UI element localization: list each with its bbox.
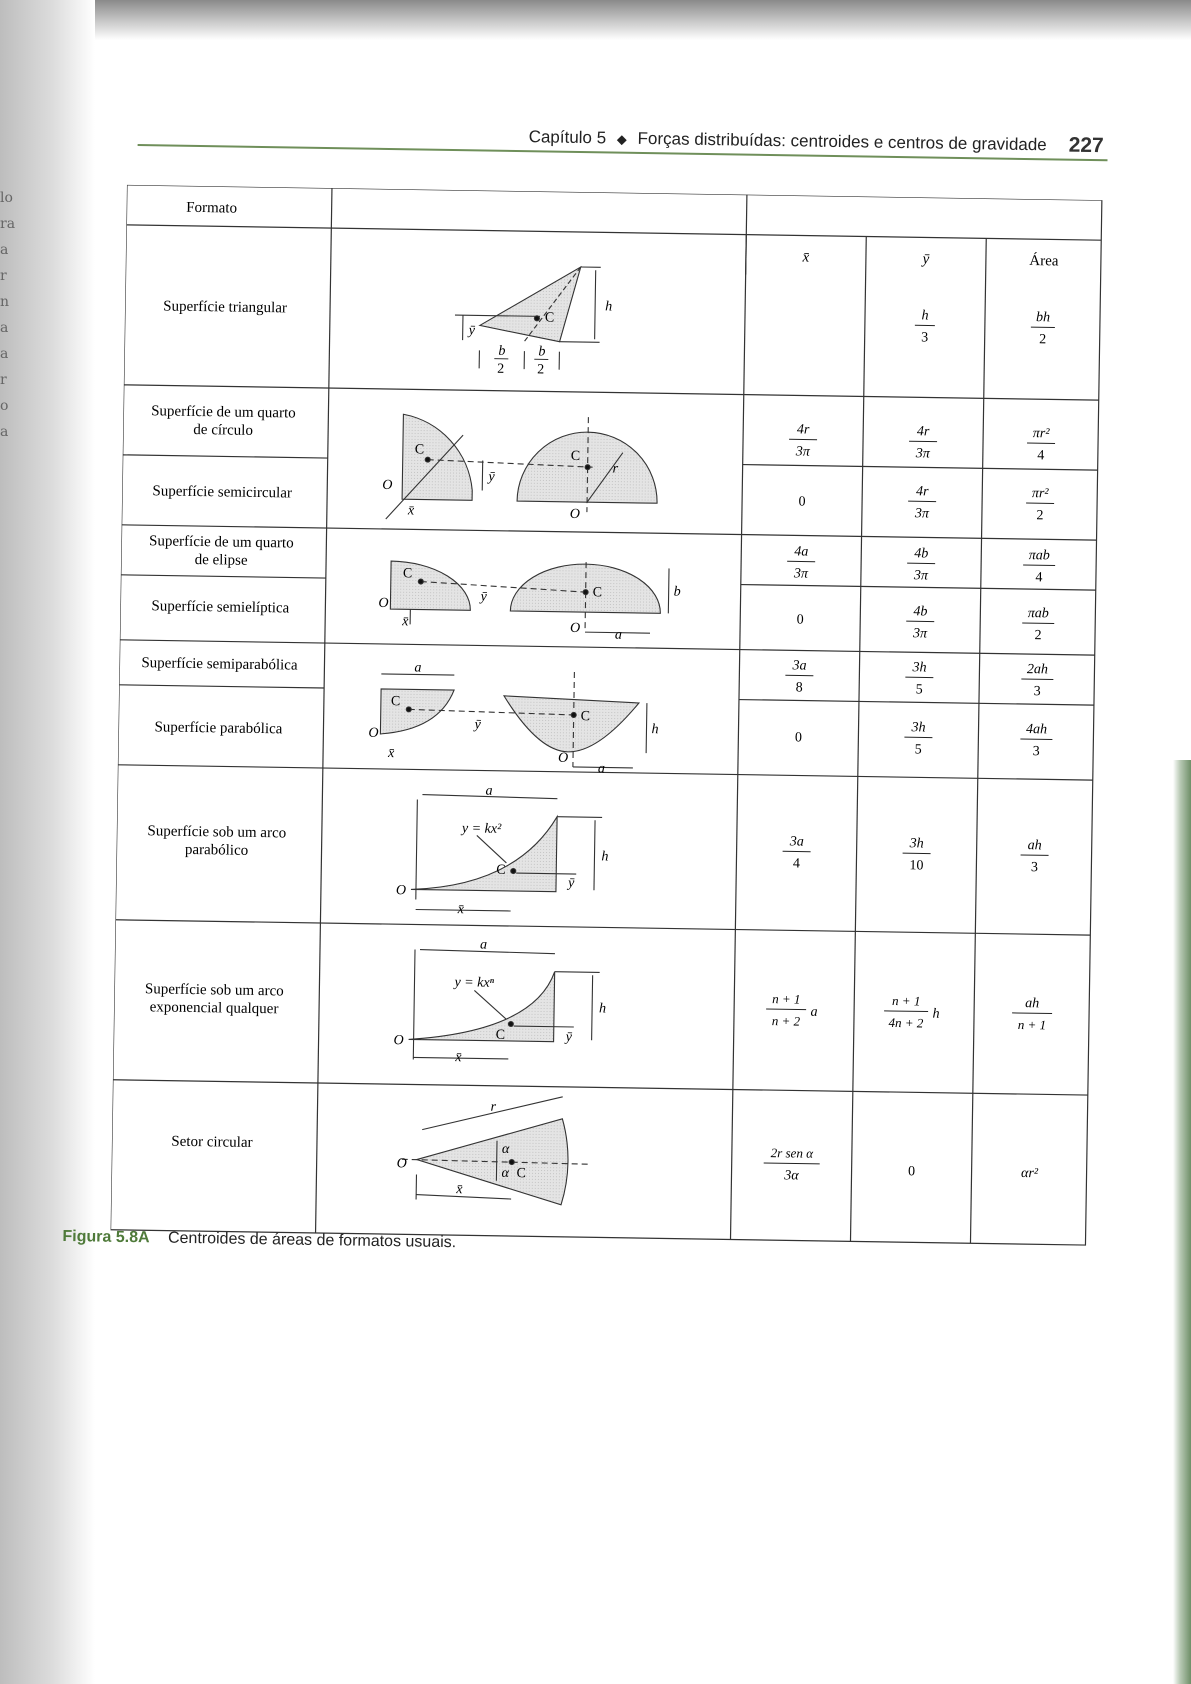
label-b-half-den: 2 bbox=[537, 362, 545, 378]
xbar-suffix: a bbox=[810, 1004, 818, 1020]
spandrel-figure bbox=[411, 794, 603, 912]
ybar-den: 10 bbox=[909, 858, 924, 874]
area-num: πab bbox=[1027, 606, 1049, 622]
row-label bbox=[151, 403, 296, 439]
margin-letter: ra bbox=[0, 216, 16, 232]
row-label: Superfície semicircular bbox=[152, 483, 293, 502]
xbar-den: 3α bbox=[784, 1168, 799, 1184]
area-num: ah bbox=[1027, 838, 1042, 854]
ybar-den: 3π bbox=[913, 568, 929, 584]
row-label: Superfície parabólica bbox=[154, 719, 283, 738]
equation-label: y = kxⁿ bbox=[454, 975, 495, 991]
xbar-value: 0 bbox=[798, 494, 806, 510]
label-alpha: α bbox=[501, 1165, 509, 1181]
label-c: C bbox=[516, 1166, 526, 1182]
ybar-num: 4r bbox=[915, 484, 929, 500]
margin-letter: a bbox=[0, 242, 9, 258]
row-label-line: Superfície sob um arco bbox=[144, 981, 284, 1000]
equation-label: y = kx² bbox=[461, 821, 502, 837]
figure-caption-text: Centroides de áreas de formatos usuais. bbox=[167, 1229, 457, 1252]
label-o: O bbox=[569, 620, 581, 637]
label-ybar: ȳ bbox=[488, 469, 495, 485]
scan-top-shadow bbox=[0, 0, 1191, 40]
header-bullet: ◆ bbox=[616, 131, 627, 147]
page-edge-stack bbox=[1173, 760, 1191, 1684]
ybar-num: 3h bbox=[912, 660, 927, 676]
area-num: 2ah bbox=[1026, 662, 1049, 678]
label-b-half: b bbox=[498, 343, 506, 359]
xbar-num: 3a bbox=[789, 834, 804, 850]
label-c: C bbox=[495, 1027, 506, 1043]
label-h: h bbox=[598, 1001, 607, 1017]
label-o: O bbox=[368, 725, 379, 741]
label-a: a bbox=[414, 660, 422, 676]
previous-page-margin bbox=[0, 185, 14, 445]
fraction-bar bbox=[764, 1163, 820, 1164]
area-den: 3 bbox=[1030, 860, 1038, 876]
area-den: 3 bbox=[1033, 684, 1041, 700]
ybar-suffix: h bbox=[932, 1006, 940, 1022]
label-a: a bbox=[597, 761, 605, 777]
row-label-line: Superfície de um quarto bbox=[148, 533, 294, 552]
fraction-bar bbox=[1021, 679, 1053, 680]
label-xbar: x̄ bbox=[457, 902, 464, 918]
area-den: 4 bbox=[1035, 570, 1043, 586]
ybar-num: 4b bbox=[914, 546, 929, 562]
fraction-bar bbox=[1023, 565, 1055, 566]
ybar-den: 4n + 2 bbox=[888, 1014, 924, 1031]
row-label: Superfície semielíptica bbox=[151, 598, 290, 617]
xbar-num: 3a bbox=[792, 658, 807, 674]
label-ybar: ȳ bbox=[480, 589, 487, 605]
label-o: O bbox=[393, 1033, 404, 1049]
general-spandrel-figure bbox=[408, 949, 600, 1062]
fraction-bar bbox=[766, 1009, 806, 1010]
ybar-value: 0 bbox=[907, 1164, 916, 1180]
xbar-den: 4 bbox=[792, 856, 801, 872]
xbar-num: n + 1 bbox=[772, 991, 801, 1007]
label-b-half-den: 2 bbox=[497, 361, 505, 377]
row-label-line: de círculo bbox=[193, 421, 254, 439]
ybar-den: 5 bbox=[915, 682, 923, 698]
sector-figure bbox=[401, 1094, 593, 1205]
row-label bbox=[147, 823, 286, 859]
ybar-num: 4b bbox=[913, 604, 928, 620]
label-xbar: x̄ bbox=[456, 1182, 463, 1198]
area-den: 2 bbox=[1034, 628, 1042, 644]
label-o: O bbox=[382, 477, 393, 494]
area-value: αr² bbox=[1020, 1166, 1039, 1182]
parabola-figures bbox=[380, 669, 647, 768]
centroid-table bbox=[110, 185, 1106, 1250]
row-labels bbox=[134, 298, 304, 1151]
row-label-line: de elipse bbox=[194, 551, 248, 569]
label-xbar: x̄ bbox=[387, 746, 395, 762]
col-header-shape: Formato bbox=[186, 199, 238, 217]
area-den: n + 1 bbox=[1017, 1016, 1047, 1033]
xbar-den: 3π bbox=[793, 566, 809, 582]
area-num: ah bbox=[1025, 996, 1040, 1012]
label-ybar: ȳ bbox=[567, 875, 575, 891]
label-a: a bbox=[614, 627, 623, 643]
label-c: C bbox=[580, 709, 591, 725]
label-c: C bbox=[592, 585, 603, 601]
row-label: Superfície triangular bbox=[163, 298, 288, 317]
ybar-den: 3π bbox=[915, 446, 930, 462]
label-o: O bbox=[395, 883, 407, 899]
ybar-den: 3π bbox=[912, 626, 928, 642]
area-den: 2 bbox=[1036, 508, 1044, 524]
area-num: πr² bbox=[1032, 426, 1050, 442]
label-b: b bbox=[673, 584, 681, 600]
xbar-den: n + 2 bbox=[771, 1013, 801, 1029]
area-den: 2 bbox=[1039, 332, 1047, 348]
spandrel-labels bbox=[396, 782, 610, 919]
row-label-line: Superfície sob um arco bbox=[147, 823, 287, 842]
col-header-xbar: x̄ bbox=[802, 249, 810, 266]
book-page bbox=[52, 120, 1122, 1386]
ybar-num: 3h bbox=[911, 720, 926, 736]
ybar-num: 3h bbox=[909, 836, 924, 852]
label-h: h bbox=[651, 722, 659, 738]
margin-letter: r bbox=[0, 372, 7, 388]
margin-letter: n bbox=[0, 294, 10, 310]
row-label-line: parabólico bbox=[184, 841, 249, 859]
ybar-den: 5 bbox=[914, 742, 922, 758]
row-label bbox=[149, 533, 294, 569]
label-c: C bbox=[570, 448, 581, 465]
page-number: 227 bbox=[1068, 133, 1104, 158]
label-ybar: ȳ bbox=[474, 717, 481, 733]
fraction-bar bbox=[884, 1011, 928, 1012]
xbar-num: 4r bbox=[796, 422, 810, 438]
row-label-line: exponencial qualquer bbox=[149, 999, 279, 1018]
ybar-num: n + 1 bbox=[892, 992, 921, 1009]
ybar-den: 3 bbox=[921, 330, 929, 346]
area-den: 4 bbox=[1037, 448, 1045, 464]
label-r: r bbox=[490, 1099, 497, 1115]
row-label: Setor circular bbox=[171, 1133, 253, 1151]
margin-letter: a bbox=[0, 320, 9, 336]
label-o: O bbox=[378, 595, 389, 612]
label-a: a bbox=[479, 937, 488, 953]
margin-fragment: lo bbox=[0, 190, 13, 206]
xbar-value: 0 bbox=[794, 730, 803, 746]
area-num: bh bbox=[1035, 310, 1051, 326]
ellipse-figures bbox=[390, 559, 669, 633]
label-c: C bbox=[496, 862, 506, 878]
xbar-num: 4a bbox=[794, 544, 809, 560]
ybar-num: 4r bbox=[916, 424, 930, 440]
label-o: O bbox=[557, 750, 569, 766]
label-c: C bbox=[414, 442, 425, 458]
ybar-den: 3π bbox=[914, 506, 930, 522]
label-xbar: x̄ bbox=[455, 1050, 462, 1066]
chapter-label: Capítulo 5 bbox=[528, 127, 607, 148]
figure-label: Figura 5.8A bbox=[62, 1227, 150, 1247]
label-xbar: x̄ bbox=[407, 503, 415, 519]
label-r: r bbox=[612, 461, 619, 477]
margin-letter: r bbox=[0, 268, 7, 284]
xbar-value: 0 bbox=[796, 612, 804, 628]
col-header-ybar: ȳ bbox=[922, 251, 930, 268]
area-num: πr² bbox=[1031, 486, 1049, 502]
xbar-den: 8 bbox=[795, 680, 803, 696]
chapter-title: Forças distribuídas: centroides e centros de gravidade bbox=[637, 128, 1047, 155]
ybar-num: h bbox=[921, 308, 929, 324]
xbar-den: 3π bbox=[795, 444, 810, 460]
area-num: 4ah bbox=[1025, 722, 1048, 738]
label-xbar: x̄ bbox=[402, 614, 409, 630]
label-a: a bbox=[485, 783, 493, 799]
label-c: C bbox=[402, 566, 413, 582]
col-header-area: Área bbox=[1029, 253, 1059, 270]
row-label bbox=[145, 981, 284, 1017]
area-num: πab bbox=[1028, 548, 1050, 564]
label-o: O bbox=[396, 1156, 407, 1172]
label-c: C bbox=[544, 310, 555, 326]
row-label: Superfície semiparabólica bbox=[141, 655, 298, 674]
label-b-half: b bbox=[538, 344, 546, 360]
label-h: h bbox=[601, 849, 609, 865]
label-ybar: ȳ bbox=[468, 323, 476, 339]
row-label-line: Superfície de um quarto bbox=[151, 403, 296, 422]
label-h: h bbox=[605, 299, 613, 315]
label-alpha: α bbox=[501, 1141, 510, 1157]
fraction-bar bbox=[1012, 1013, 1052, 1014]
margin-letter: a bbox=[0, 424, 9, 440]
label-o: O bbox=[569, 506, 581, 523]
label-ybar: ȳ bbox=[565, 1029, 572, 1045]
fraction-bar bbox=[1020, 739, 1052, 740]
margin-letter: a bbox=[0, 346, 9, 362]
general-spandrel-labels bbox=[393, 936, 607, 1067]
fraction-bar bbox=[1022, 623, 1054, 624]
xbar-num: 2r sen α bbox=[770, 1145, 814, 1161]
triangle-figure bbox=[454, 265, 601, 370]
area-den: 3 bbox=[1032, 744, 1040, 760]
label-c: C bbox=[390, 694, 401, 710]
margin-letter: o bbox=[0, 398, 9, 414]
